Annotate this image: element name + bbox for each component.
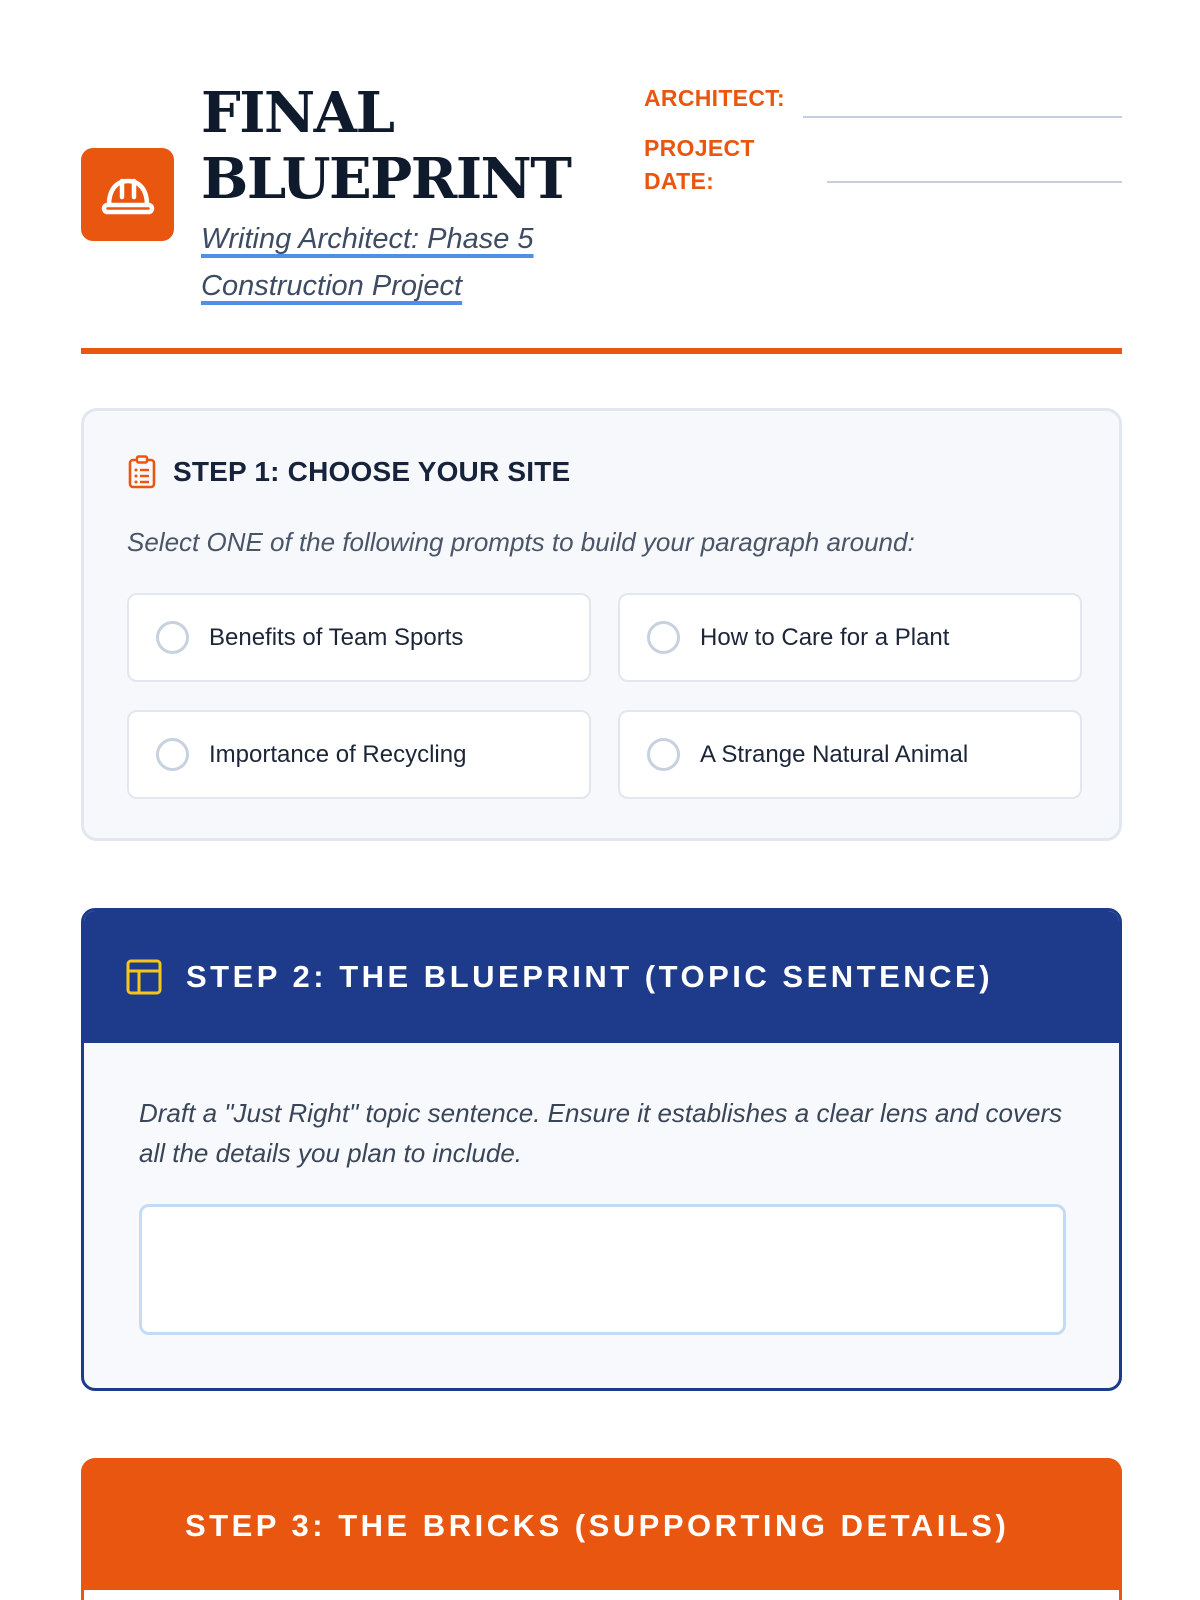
step1-title: STEP 1: CHOOSE YOUR SITE — [173, 456, 571, 487]
worksheet-header — [81, 80, 1122, 355]
layout-icon — [126, 959, 162, 995]
step2-card — [81, 908, 1122, 1391]
hard-hat-icon — [81, 148, 174, 241]
architect-label: ARCHITECT: — [644, 85, 785, 111]
step1-header — [127, 455, 570, 489]
header-divider — [81, 348, 1122, 354]
radio-button[interactable] — [156, 621, 189, 654]
subtitle-line-1: Writing Architect: Phase 5 — [201, 223, 534, 255]
architect-row — [644, 82, 1122, 115]
subtitle-line-2: Construction Project — [201, 270, 463, 302]
topic-sentence-input[interactable] — [139, 1204, 1066, 1335]
radio-button[interactable] — [156, 738, 189, 771]
page-subtitle — [201, 216, 621, 310]
radio-button[interactable] — [647, 621, 680, 654]
project-date-field[interactable] — [827, 181, 1122, 183]
prompt-option[interactable] — [618, 710, 1082, 799]
step2-title: STEP 2: THE BLUEPRINT (TOPIC SENTENCE) — [186, 959, 994, 994]
prompt-option-label: How to Care for a Plant — [700, 623, 950, 651]
step3-card — [81, 1458, 1122, 1600]
project-date-row — [644, 132, 1122, 198]
step2-header — [84, 911, 1119, 1043]
step3-title: STEP 3: THE BRICKS (SUPPORTING DETAILS) — [185, 1508, 1010, 1543]
project-date-label-line-2: DATE: — [644, 168, 715, 194]
step1-instruction: Select ONE of the following prompts to build your paragraph around: — [127, 527, 915, 557]
project-date-label — [644, 132, 1122, 198]
title-block — [201, 80, 621, 310]
step2-instruction: Draft a "Just Right" topic sentence. Ensure it establishes a clear lens and covers all the details you plan to include. — [139, 1098, 1063, 1168]
title-line-1: FINAL — [201, 80, 394, 146]
radio-button[interactable] — [647, 738, 680, 771]
clipboard-list-icon — [127, 455, 157, 489]
prompt-option[interactable] — [127, 710, 591, 799]
step3-body — [84, 1590, 1119, 1600]
prompt-option-label: A Strange Natural Animal — [700, 740, 969, 768]
prompt-option[interactable] — [127, 593, 591, 682]
prompt-option[interactable] — [618, 593, 1082, 682]
architect-field[interactable] — [803, 116, 1122, 118]
step1-card — [81, 408, 1122, 841]
page-title — [201, 80, 621, 212]
prompt-option-label: Benefits of Team Sports — [209, 623, 464, 651]
prompt-option-label: Importance of Recycling — [209, 740, 467, 768]
title-line-2: BLUEPRINT — [201, 146, 571, 212]
project-date-label-line-1: PROJECT — [644, 135, 755, 161]
